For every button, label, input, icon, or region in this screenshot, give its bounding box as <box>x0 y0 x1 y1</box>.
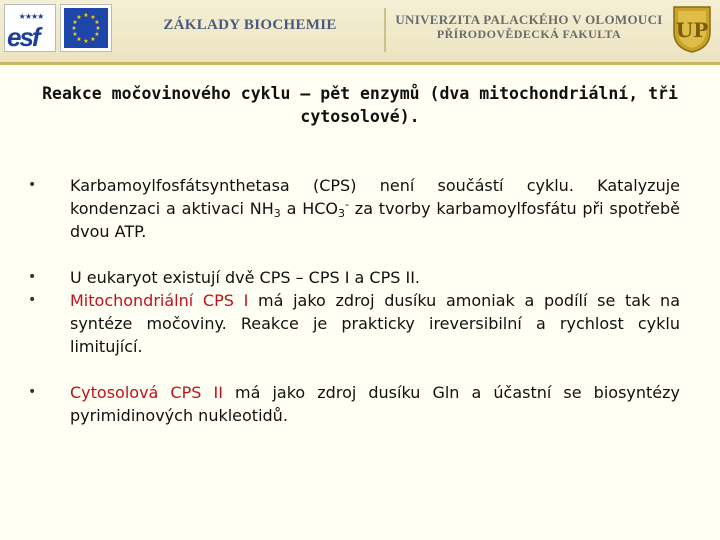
superscript: - <box>345 198 349 211</box>
esf-stars-icon: ★★★★ <box>18 12 44 21</box>
bullet-symbol: • <box>28 177 37 193</box>
svg-text:★: ★ <box>72 31 78 38</box>
bullet-text: má jako zdroj dusíku Gln a účastní se biosyntézy pyrimidinových nukleotidů. <box>70 383 681 425</box>
svg-text:★: ★ <box>95 25 101 32</box>
eu-flag-logo <box>60 4 112 52</box>
highlight-term: Mitochondriální CPS I <box>70 291 249 310</box>
university-line-1: UNIVERZITA PALACKÉHO V OLOMOUCI <box>395 12 663 27</box>
subscript: 3 <box>273 207 281 220</box>
svg-text:★: ★ <box>90 14 96 21</box>
bullet-spacer <box>28 243 680 266</box>
bullet-text: Karbamoylfosfátsynthetasa (CPS) není součástí cyklu. Katalyzuje kondenzaci a aktivaci NH <box>70 176 680 218</box>
svg-text:★: ★ <box>83 38 89 45</box>
course-title: ZÁKLADY BIOCHEMIE <box>163 17 337 33</box>
bullet-item-cps-1 <box>28 289 680 358</box>
up-emblem-icon <box>670 4 714 54</box>
bullet-symbol: • <box>28 292 37 308</box>
svg-text:★: ★ <box>94 19 100 26</box>
bullet-item-cps <box>28 174 680 243</box>
svg-text:★: ★ <box>83 12 89 19</box>
eu-flag-icon <box>64 8 108 48</box>
university-name <box>394 12 664 42</box>
svg-text:★: ★ <box>94 31 100 38</box>
esf-logo-text: esf <box>7 22 39 52</box>
subscript: 3 <box>338 207 345 220</box>
highlight-term: Cytosolová CPS II <box>70 383 223 402</box>
bullet-item-cps-2 <box>28 381 680 427</box>
svg-text:UP: UP <box>675 18 709 42</box>
bullet-symbol: • <box>28 384 37 400</box>
bullet-text: a HCO <box>280 199 338 218</box>
svg-text:★: ★ <box>72 19 78 26</box>
svg-text:★: ★ <box>76 36 82 43</box>
bullet-text: má jako zdroj dusíku amoniak a podílí se tak na syntéze močoviny. Reakce je prakticky ireversibilní a rychlost cyklu limitující. <box>70 291 680 356</box>
svg-text:★: ★ <box>90 36 96 43</box>
bullet-item-eukaryotes <box>28 266 680 289</box>
svg-text:★: ★ <box>76 14 82 21</box>
university-line-2: PŘÍRODOVĚDECKÁ FAKULTA <box>436 27 622 41</box>
header-divider <box>384 8 386 52</box>
bullet-text: U eukaryot existují dvě CPS – CPS I a CPS II. <box>70 268 421 287</box>
header-banner <box>0 0 720 65</box>
bullet-list <box>28 174 680 427</box>
esf-logo <box>4 4 56 52</box>
slide-title: Reakce močovinového cyklu – pět enzymů (dva mitochondriální, tři cytosolové). <box>42 84 678 126</box>
eu-stars-icon <box>64 8 108 48</box>
svg-text:★: ★ <box>71 25 77 32</box>
bullet-text: za tvorby karbamoylfosfátu při spotřebě dvou ATP. <box>70 199 681 241</box>
bullet-symbol: • <box>28 269 37 285</box>
bullet-spacer <box>28 358 680 381</box>
